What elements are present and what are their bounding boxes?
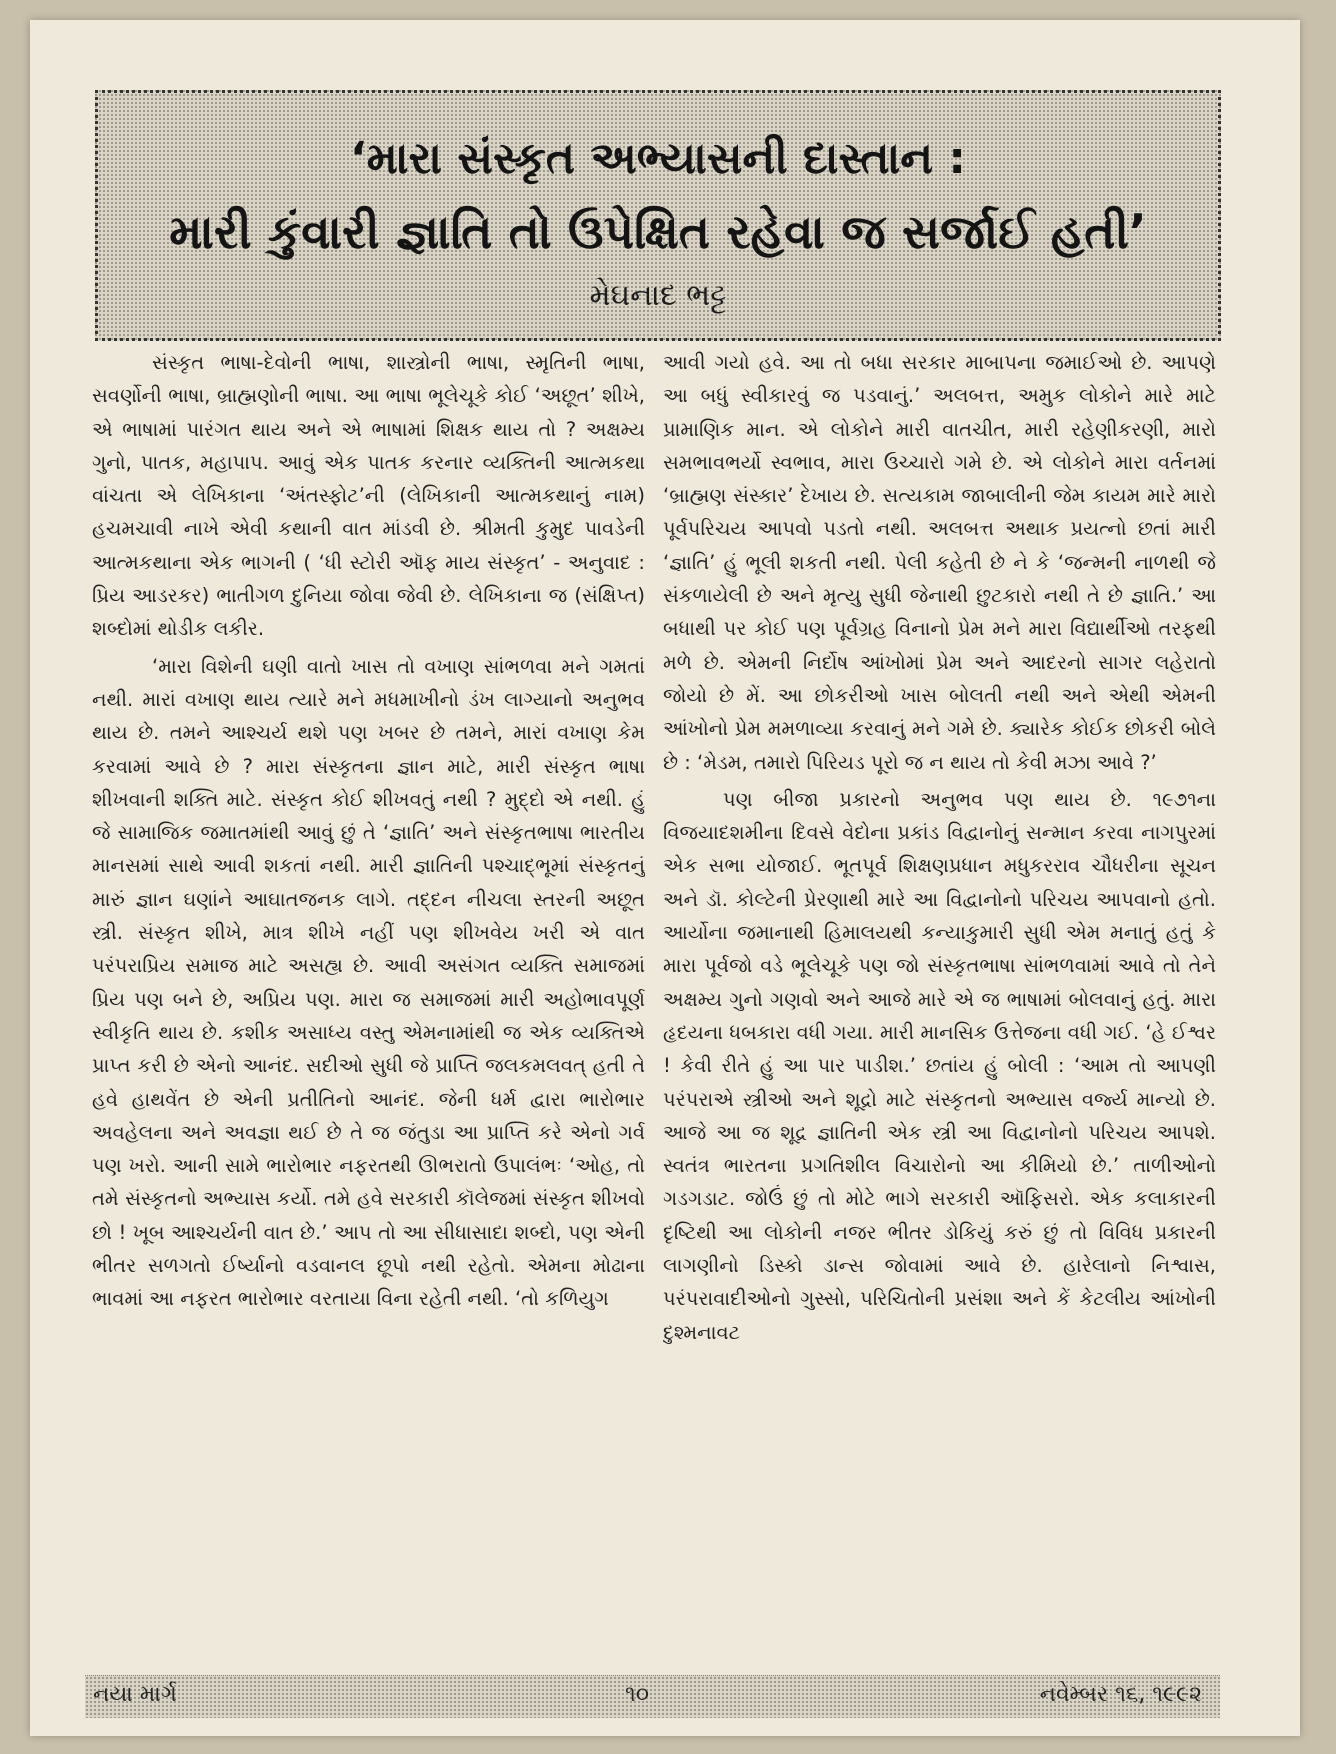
headline-line-2: મારી કુંવારી જ્ઞાતિ તો ઉપેક્ષિત રહેવા જ સર્જાઈ હતી’: [169, 205, 1147, 260]
right-paragraph-1: આવી ગયો હવે. આ તો બધા સરકાર માબાપના જમાઈઓ છે. આપણે આ બધું સ્વીકારવું જ પડવાનું.’ અલબત્ત, અમુક લોકોને મારે માટે પ્રામાણિક માન. એ લોકોને મારી વાતચીત, મારી રહેણીકરણી, મારો સમભાવભર્યો સ્વભાવ, મારા ઉચ્ચારો ગમે છે. એ લોકોને મારા વર્તનમાં ‘બ્રાહ્મણ સંસ્કાર’ દેખાય છે. સત્યકામ જાબાલીની જેમ કાયમ મારે મારો પૂર્વપરિચય આપવો પડતો નથી. અલબત્ત અથાક પ્રયત્નો છતાં મારી ‘જ્ઞાતિ’ હું ભૂલી શકતી નથી. પેલી કહેતી છે ને કે ‘જન્મની નાળથી જે સંકળાયેલી છે અને મૃત્યુ સુધી જેનાથી છુટકારો નથી તે છે જ્ઞાતિ.’ આ બધાથી પર કોઈ પણ પૂર્વગ્રહ વિનાનો પ્રેમ મને મારા વિદ્યાર્થીઓ તરફથી મળે છે. એમની નિર્દોષ આંખોમાં પ્રેમ અને આદરનો સાગર લહેરાતો જોયો છે મેં. આ છોકરીઓ ખાસ બોલતી નથી અને એથી એમની આંખોનો પ્રેમ મમળાવ્યા કરવાનું મને ગમે છે. ક્યારેક કોઈક છોકરી બોલે છે : ‘મેડમ, તમારો પિરિયડ પૂરો જ ન થાય તો કેવી મઝા આવે ?’: [663, 351, 1216, 774]
left-column: [92, 346, 645, 1646]
page-number: ૧૦: [625, 1682, 650, 1707]
right-paragraph-2: પણ બીજા પ્રકારનો અનુભવ પણ થાય છે. ૧૯૭૧ના વિજયાદશમીના દિવસે વેદોના પ્રકાંડ વિદ્વાનોનું સન્માન કરવા નાગપુરમાં એક સભા યોજાઈ. ભૂતપૂર્વ શિક્ષણપ્રધાન મધુકરરાવ ચૌધરીના સૂચન અને ડૉ. કોલ્ટેની પ્રેરણાથી મારે આ વિદ્વાનોનો પરિચય આપવાનો હતો. આર્યોના જમાનાથી હિમાલયથી કન્યાકુમારી સુધી એમ મનાતું હતું કે મારા પૂર્વજો વડે ભૂલેચૂકે પણ જો સંસ્કૃતભાષા સાંભળવામાં આવે તો તેને અક્ષમ્ય ગુનો ગણવો અને આજે મારે એ જ ભાષામાં બોલવાનું હતું. મારા હૃદયના ધબકારા વધી ગયા. મારી માનસિક ઉત્તેજના વધી ગઈ. ‘હે ઈશ્વર ! કેવી રીતે હું આ પાર પાડીશ.’ છતાંય હું બોલી : ‘આમ તો આપણી પરંપરાએ સ્ત્રીઓ અને શૂદ્રો માટે સંસ્કૃતનો અભ્યાસ વર્જ્ય માન્યો છે. આજે આ જ શૂદ્ર જ્ઞાતિની એક સ્ત્રી આ વિદ્વાનોનો પરિચય આપશે. સ્વતંત્ર ભારતના પ્રગતિશીલ વિચારોનો આ કીમિયો છે.’ તાળીઓનો ગડગડાટ. જોઉં છું તો મોટે ભાગે સરકારી ઑફિસરો. એક કલાકારની દૃષ્ટિથી આ લોકોની નજર ભીતર ડોકિયું કરું છું તો વિવિધ પ્રકારની લાગણીનો ડિસ્કો ડાન્સ જોવામાં આવે છે. હારેલાનો નિશ્વાસ, પરંપરાવાદીઓનો ગુસ્સો, પરિચિતોની પ્રસંશા અને કેં કેટલીય આંખોની દુશ્મનાવટ: [663, 787, 1216, 1344]
left-paragraph-2: ‘મારા વિશેની ઘણી વાતો ખાસ તો વખાણ સાંભળવા મને ગમતાં નથી. મારાં વખાણ થાય ત્યારે મને મધમાખીનો ડંખ લાગ્યાનો અનુભવ થાય છે. તમને આશ્ચર્ય થશે પણ ખબર છે તમને, મારાં વખાણ કેમ કરવામાં આવે છે ? મારા સંસ્કૃતના જ્ઞાન માટે, મારી સંસ્કૃત ભાષા શીખવાની શક્તિ માટે. સંસ્કૃત કોઈ શીખવતું નથી ? મુદ્દો એ નથી. હું જે સામાજિક જમાતમાંથી આવું છું તે ‘જ્ઞાતિ’ અને સંસ્કૃતભાષા ભારતીય માનસમાં સાથે આવી શકતાં નથી. મારી જ્ઞાતિની પશ્ચાદ્ભૂમાં સંસ્કૃતનું મારું જ્ઞાન ઘણાંને આઘાતજનક લાગે. તદ્દન નીચલા સ્તરની અછૂત સ્ત્રી. સંસ્કૃત શીખે, માત્ર શીખે નહીં પણ શીખવેય ખરી એ વાત પરંપરાપ્રિય સમાજ માટે અસહ્ય છે. આવી અસંગત વ્યક્તિ સમાજમાં પ્રિય પણ બને છે, અપ્રિય પણ. મારા જ સમાજમાં મારી અહોભાવપૂર્ણ સ્વીકૃતિ થાય છે. કશીક અસાધ્ય વસ્તુ એમનામાંથી જ એક વ્યક્તિએ પ્રાપ્ત કરી છે એનો આનંદ. સદીઓ સુધી જે પ્રાપ્તિ જલકમલવત્ હતી તે હવે હાથવેંત છે એની પ્રતીતિનો આનંદ. જેની ધર્મ દ્વારા ભારોભાર અવહેલના અને અવજ્ઞા થઈ છે તે જ જંતુડા આ પ્રાપ્તિ કરે એનો ગર્વ પણ ખરો. આની સામે ભારોભાર નફરતથી ઊભરાતો ઉપાલંભઃ ‘ઓહ, તો તમે સંસ્કૃતનો અભ્યાસ કર્યો. તમે હવે સરકારી કૉલેજમાં સંસ્કૃત શીખવો છો ! ખૂબ આશ્ચર્યની વાત છે.’ આપ તો આ સીધાસાદા શબ્દો, પણ એની ભીતર સળગતો ઈર્ષ્યાનો વડવાનલ છૂપો નથી રહેતો. એમના મોઢાના ભાવમાં આ નફરત ભારોભાર વરતાયા વિના રહેતી નથી. ‘તો કળિયુગ: [92, 654, 645, 1311]
left-paragraph-1: સંસ્કૃત ભાષા-દેવોની ભાષા, શાસ્ત્રોની ભાષા, સ્મૃતિની ભાષા, સવર્ણોની ભાષા, બ્રાહ્મણોની ભાષા. આ ભાષા ભૂલેચૂકે કોઈ ‘અછૂત’ શીખે, એ ભાષામાં પારંગત થાય અને એ ભાષામાં શિક્ષક થાય તો ? અક્ષમ્ય ગુનો, પાતક, મહાપાપ. આવું એક પાતક કરનાર વ્યક્તિની આત્મકથા વાંચતા એ લેખિકાના ‘અંતસ્ફોટ’ની (લેખિકાની આત્મકથાનું નામ) હચમચાવી નાખે એવી કથાની વાત માંડવી છે. શ્રીમતી કુમુદ પાવડેની આત્મકથાના એક ભાગની ( ‘ધી સ્ટોરી ઑફ માય સંસ્કૃત’ - અનુવાદ : પ્રિય આડરકર) ભાતીગળ દુનિયા જોવા જેવી છે. લેખિકાના જ (સંક્ષિપ્ત) શબ્દોમાં થોડીક લકીર.: [92, 351, 645, 641]
page-footer: [85, 1675, 1220, 1718]
magazine-page: [30, 20, 1300, 1736]
author-name: મેઘનાદ ભટ્ટ: [589, 278, 727, 313]
publication-name: નયા માર્ગ: [93, 1682, 177, 1707]
headline-line-1: ‘મારા સંસ્કૃત અભ્યાસની દાસ્તાન :: [350, 133, 966, 184]
issue-date: નવેમ્બર ૧૬, ૧૯૯૨: [1039, 1682, 1202, 1707]
title-box: [95, 90, 1221, 341]
right-column: [663, 346, 1216, 1646]
